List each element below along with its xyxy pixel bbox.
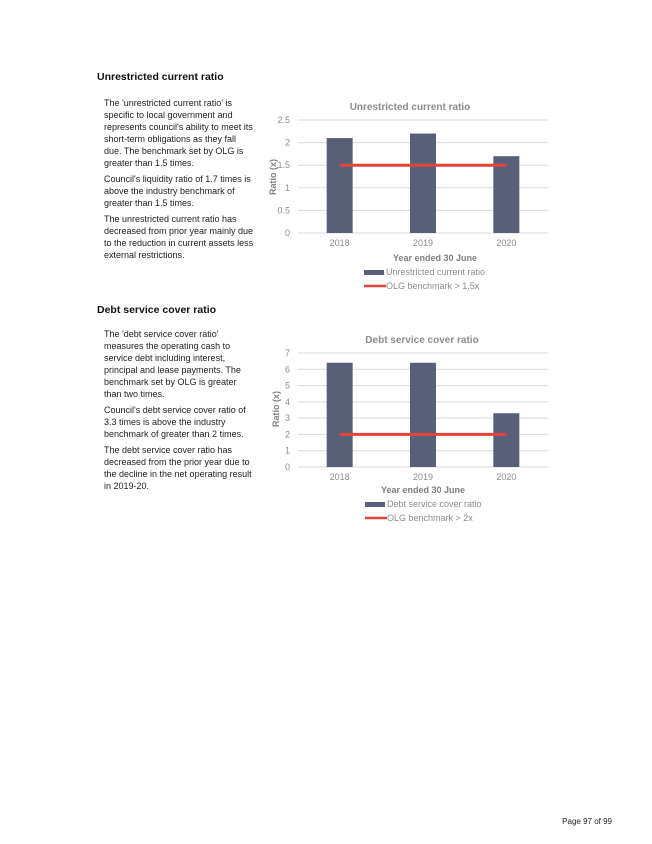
legend [364, 267, 485, 291]
x-axis-label: Year ended 30 June [392, 253, 478, 263]
legend-label-bar: Unrestricted current ratio [386, 267, 486, 277]
legend-label-benchmark: OLG benchmark > 2x [387, 513, 473, 523]
legend-swatch-bar [364, 270, 384, 275]
y-tick-label: 2.5 [277, 115, 290, 125]
bar-2018 [327, 138, 353, 233]
paragraph: The 'unrestricted current ratio' is specific to local government and represents council's ability to meet its short-term obligations as they fall due. The benchmark set by OLG is greater than 1.5 times. [104, 98, 253, 168]
y-axis-label: Ratio (x) [268, 159, 278, 195]
x-tick-label: 2019 [412, 472, 434, 482]
debt-service-cover-ratio-chart [262, 327, 552, 527]
plot-area [277, 115, 548, 248]
paragraph: The unrestricted current ratio has decreased from prior year mainly due to the reduction in current assets less external restrictions. [104, 214, 254, 260]
y-tick-label: 2 [284, 429, 290, 440]
paragraph: The debt service cover ratio has decreased from the prior year due to the decline in the net operating result in 2019-20. [104, 445, 252, 491]
paragraph: Council's liquidity ratio of 1.7 times is above the industry benchmark of greater than 1.5 times. [104, 174, 251, 208]
y-tick-label: 0 [284, 228, 290, 238]
bar-2020 [493, 413, 519, 467]
unrestricted-current-ratio-chart [262, 95, 552, 295]
y-tick-label: 1 [284, 445, 290, 456]
y-tick-label: 0.5 [277, 205, 290, 216]
section-text-unrestricted-current-ratio [104, 97, 254, 265]
x-axis-label: Year ended 30 June [380, 485, 466, 495]
x-tick-label: 2019 [412, 238, 434, 248]
y-tick-label: 1 [284, 182, 290, 193]
bar-2020 [493, 156, 519, 233]
x-tick-label: 2020 [496, 238, 517, 248]
legend-swatch-bar [365, 502, 385, 507]
legend [365, 499, 482, 523]
page-number: Page 97 of 99 [562, 817, 612, 826]
paragraph: The 'debt service cover ratio' measures the operating cash to service debt including interest, principal and lease payments. The benchmark set by OLG is greater than two times. [104, 329, 241, 399]
y-tick-label: 7 [284, 348, 290, 358]
x-tick-label: 2018 [329, 238, 350, 248]
legend-label-benchmark: OLG benchmark > 1.5x [386, 281, 480, 291]
section-text-debt-service-cover-ratio [104, 328, 254, 496]
chart-title: Debt service cover ratio [365, 335, 479, 346]
y-axis-label: Ratio (x) [271, 391, 281, 427]
y-tick-label: 1.5 [277, 160, 290, 171]
bar-2019 [410, 134, 436, 233]
section-heading-unrestricted-current-ratio: Unrestricted current ratio [97, 71, 224, 83]
section-heading-debt-service-cover-ratio: Debt service cover ratio [97, 304, 217, 316]
x-tick-label: 2020 [496, 472, 517, 482]
plot-area [285, 348, 548, 482]
paragraph: Council's debt service cover ratio of 3.3 times is above the industry benchmark of greater than 2 times. [104, 405, 246, 439]
chart-title: Unrestricted current ratio [349, 102, 471, 113]
legend-label-bar: Debt service cover ratio [387, 499, 482, 509]
y-tick-label: 6 [284, 364, 290, 375]
x-tick-label: 2018 [329, 472, 350, 482]
bar-2018 [327, 363, 353, 467]
bar-2019 [410, 363, 436, 467]
y-tick-label: 0 [284, 462, 290, 472]
y-tick-label: 2 [284, 137, 290, 148]
y-tick-label: 3 [284, 413, 290, 424]
y-tick-label: 5 [284, 380, 290, 391]
y-tick-label: 4 [284, 396, 290, 407]
